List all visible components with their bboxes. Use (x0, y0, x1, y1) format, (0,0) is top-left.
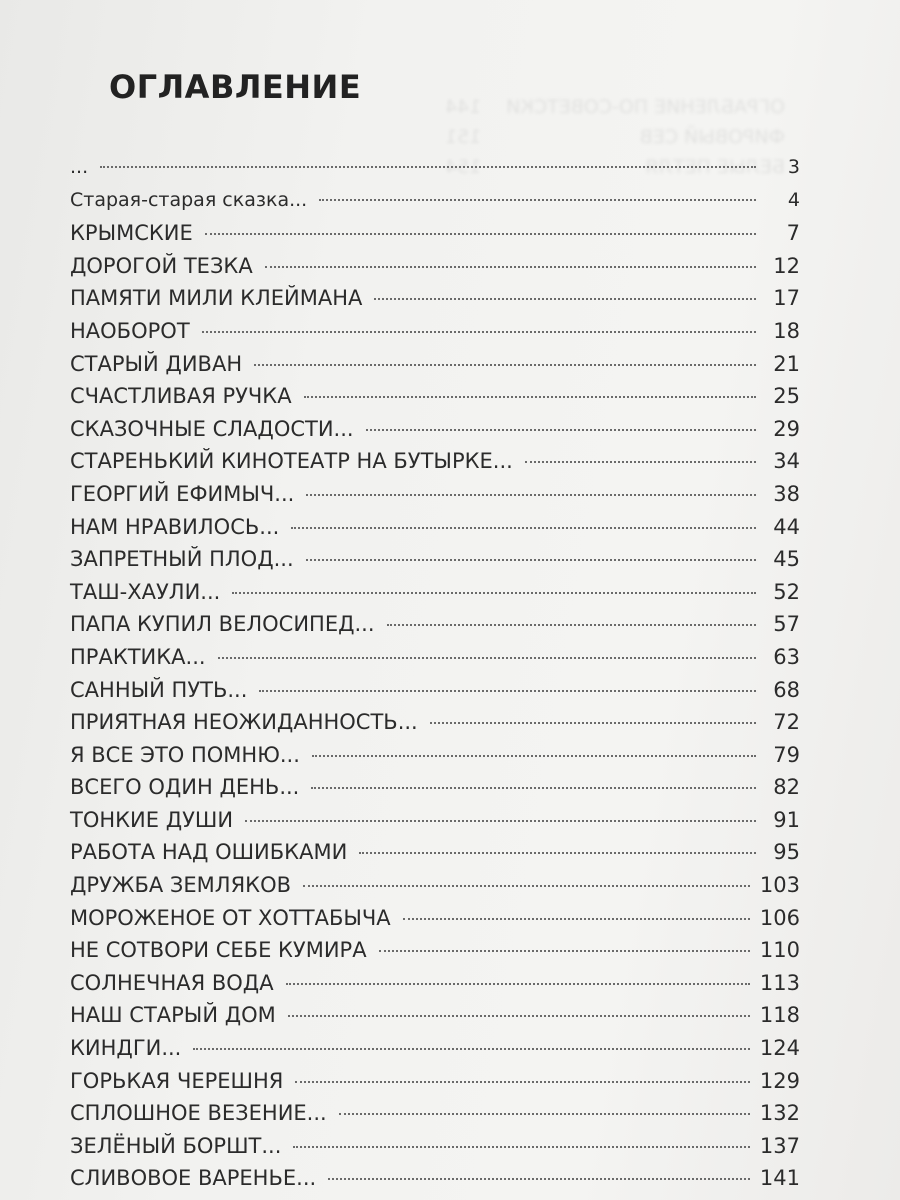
toc-entry-page-number: 68 (773, 677, 800, 702)
toc-entry-page-number: 129 (759, 1068, 800, 1093)
toc-entry-page-number: 34 (773, 449, 800, 474)
dot-leader (312, 755, 756, 757)
dot-leader (374, 298, 756, 300)
toc-entry-page-number: 52 (773, 579, 800, 604)
dot-leader (303, 885, 750, 887)
toc-entry-title: СЧАСТЛИВАЯ РУЧКА (70, 384, 292, 409)
dot-leader (288, 1015, 750, 1017)
toc-entry-title: СЛИВОВОЕ ВАРЕНЬЕ... (70, 1166, 317, 1191)
toc-entry (70, 449, 800, 482)
toc-entry-title: ГОРЬКАЯ ЧЕРЕШНЯ (70, 1068, 284, 1093)
toc-entry (70, 710, 800, 743)
toc-entry-page-number: 79 (773, 742, 800, 767)
toc-entry-title: САННЫЙ ПУТЬ... (70, 677, 248, 702)
toc-entry (70, 906, 800, 939)
toc-entry-page-number: 118 (759, 1003, 800, 1028)
toc-entry-title: СОЛНЕЧНАЯ ВОДА (70, 970, 274, 995)
toc-entry-title: ПАПА КУПИЛ ВЕЛОСИПЕД... (70, 612, 375, 637)
toc-entry-title: КРЫМСКИЕ (70, 221, 193, 246)
toc-entry-title: СКАЗОЧНЫЕ СЛАДОСТИ... (70, 416, 354, 441)
bleed-through-page: 144 (445, 96, 482, 118)
table-of-contents (70, 156, 800, 1199)
bleed-through-page: 151 (445, 126, 482, 148)
toc-entry-page-number: 29 (773, 416, 800, 441)
toc-entry-title: НЕ СОТВОРИ СЕБЕ КУМИРА (70, 938, 367, 963)
bleed-through-page: 154 (445, 156, 482, 178)
dot-leader (319, 199, 756, 201)
toc-entry-page-number: 3 (787, 156, 800, 178)
dot-leader (259, 690, 756, 692)
dot-leader (306, 494, 756, 496)
toc-entry (70, 319, 800, 352)
dot-leader (193, 1048, 750, 1050)
toc-entry-page-number: 113 (759, 970, 800, 995)
toc-entry (70, 384, 800, 417)
dot-leader (100, 166, 756, 168)
toc-entry (70, 417, 800, 450)
bleed-through-line (445, 92, 785, 122)
toc-entry-page-number: 38 (773, 481, 800, 506)
toc-entry-title: НАШ СТАРЫЙ ДОМ (70, 1003, 276, 1028)
toc-entry-title: НАМ НРАВИЛОСЬ... (70, 514, 280, 539)
toc-entry (70, 286, 800, 319)
toc-entry (70, 678, 800, 711)
page-title: ОГЛАВЛЕНИЕ (109, 68, 362, 106)
toc-entry (70, 775, 800, 808)
dot-leader (366, 429, 756, 431)
dot-leader (328, 1178, 750, 1180)
toc-entry-page-number: 137 (759, 1133, 800, 1158)
toc-entry-page-number: 25 (773, 384, 800, 409)
toc-entry-title: НАОБОРОТ (70, 318, 190, 343)
toc-entry-title: ... (70, 156, 89, 178)
dot-leader (218, 657, 756, 659)
dot-leader (379, 950, 750, 952)
toc-entry-page-number: 95 (773, 840, 800, 865)
dot-leader (265, 266, 756, 268)
toc-entry-page-number: 45 (773, 547, 800, 572)
toc-entry-page-number: 44 (773, 514, 800, 539)
dot-leader (202, 331, 756, 333)
toc-entry-page-number: 57 (773, 612, 800, 637)
dot-leader (286, 983, 750, 985)
toc-entry (70, 547, 800, 580)
toc-entry-title: СТАРЕНЬКИЙ КИНОТЕАТР НА БУТЫРКЕ... (70, 449, 513, 474)
toc-entry (70, 1101, 800, 1134)
toc-entry (70, 156, 800, 189)
toc-entry-page-number: 72 (773, 710, 800, 735)
bleed-through-title: ОГРАБЛЕНИЕ ПО-СОВЕТСКИ (506, 96, 785, 118)
dot-leader (245, 820, 756, 822)
toc-entry (70, 645, 800, 678)
toc-entry-title: ПРАКТИКА... (70, 644, 206, 669)
toc-entry-title: ЗАПРЕТНЫЙ ПЛОД... (70, 547, 294, 572)
toc-entry-title: Старая-старая сказка... (70, 188, 308, 211)
toc-entry (70, 808, 800, 841)
toc-entry-page-number: 110 (759, 938, 800, 963)
dot-leader (254, 364, 756, 366)
dot-leader (430, 722, 756, 724)
toc-entry-page-number: 132 (759, 1101, 800, 1126)
toc-entry-title: ДРУЖБА ЗЕМЛЯКОВ (70, 873, 292, 898)
dot-leader (293, 1146, 750, 1148)
toc-entry-page-number: 106 (759, 905, 800, 930)
toc-entry (70, 482, 800, 515)
toc-entry-page-number: 103 (759, 873, 800, 898)
toc-entry (70, 221, 800, 254)
toc-entry (70, 840, 800, 873)
toc-entry-page-number: 7 (786, 221, 800, 246)
dot-leader (291, 527, 756, 529)
toc-entry-title: ПАМЯТИ МИЛИ КЛЕЙМАНА (70, 286, 363, 311)
dot-leader (403, 918, 750, 920)
toc-entry-title: ЗЕЛЁНЫЙ БОРШТ... (70, 1133, 282, 1158)
toc-entry (70, 1166, 800, 1199)
toc-entry-page-number: 21 (773, 351, 800, 376)
toc-entry-title: СТАРЫЙ ДИВАН (70, 351, 243, 376)
toc-entry-page-number: 141 (759, 1166, 800, 1191)
bleed-through-title: ФИРОВЫЙ СЕВ (639, 126, 785, 148)
toc-entry (70, 1134, 800, 1167)
toc-entry-title: ВСЕГО ОДИН ДЕНЬ... (70, 775, 300, 800)
dot-leader (525, 461, 756, 463)
dot-leader (359, 852, 756, 854)
toc-entry-title: СПЛОШНОЕ ВЕЗЕНИЕ... (70, 1101, 327, 1126)
toc-entry-page-number: 17 (773, 286, 800, 311)
toc-entry (70, 612, 800, 645)
toc-entry (70, 1036, 800, 1069)
dot-leader (306, 559, 756, 561)
toc-entry (70, 1069, 800, 1102)
toc-entry-title: РАБОТА НАД ОШИБКАМИ (70, 840, 348, 865)
toc-entry (70, 515, 800, 548)
toc-entry (70, 254, 800, 287)
toc-entry (70, 189, 800, 222)
dot-leader (339, 1113, 750, 1115)
dot-leader (311, 787, 756, 789)
toc-entry (70, 580, 800, 613)
toc-entry-page-number: 124 (759, 1036, 800, 1061)
toc-entry-title: ТОНКИЕ ДУШИ (70, 807, 234, 832)
dot-leader (232, 592, 756, 594)
bleed-through-line (445, 122, 785, 152)
toc-entry-page-number: 4 (787, 188, 800, 211)
toc-entry-page-number: 82 (773, 775, 800, 800)
toc-entry-page-number: 18 (773, 318, 800, 343)
dot-leader (387, 624, 756, 626)
toc-entry-title: ГЕОРГИЙ ЕФИМЫЧ... (70, 481, 295, 506)
toc-entry-title: ПРИЯТНАЯ НЕОЖИДАННОСТЬ... (70, 710, 418, 735)
toc-entry (70, 1003, 800, 1036)
toc-entry-title: ТАШ-ХАУЛИ... (70, 579, 221, 604)
bleed-through-title: БЕЛЫЕ ПЕТЛЯ (645, 156, 785, 178)
toc-entry-page-number: 12 (773, 253, 800, 278)
dot-leader (295, 1081, 750, 1083)
dot-leader (304, 396, 756, 398)
toc-entry-title: КИНДГИ... (70, 1036, 182, 1061)
toc-entry-title: Я ВСЕ ЭТО ПОМНЮ... (70, 742, 300, 767)
toc-entry-title: МОРОЖЕНОЕ ОТ ХОТТАБЫЧА (70, 905, 391, 930)
toc-entry (70, 873, 800, 906)
toc-entry-page-number: 63 (773, 644, 800, 669)
toc-entry (70, 971, 800, 1004)
toc-entry (70, 743, 800, 776)
toc-entry-page-number: 91 (773, 807, 800, 832)
toc-entry (70, 352, 800, 385)
dot-leader (205, 233, 756, 235)
toc-entry (70, 938, 800, 971)
toc-entry-title: ДОРОГОЙ ТЕЗКА (70, 253, 253, 278)
